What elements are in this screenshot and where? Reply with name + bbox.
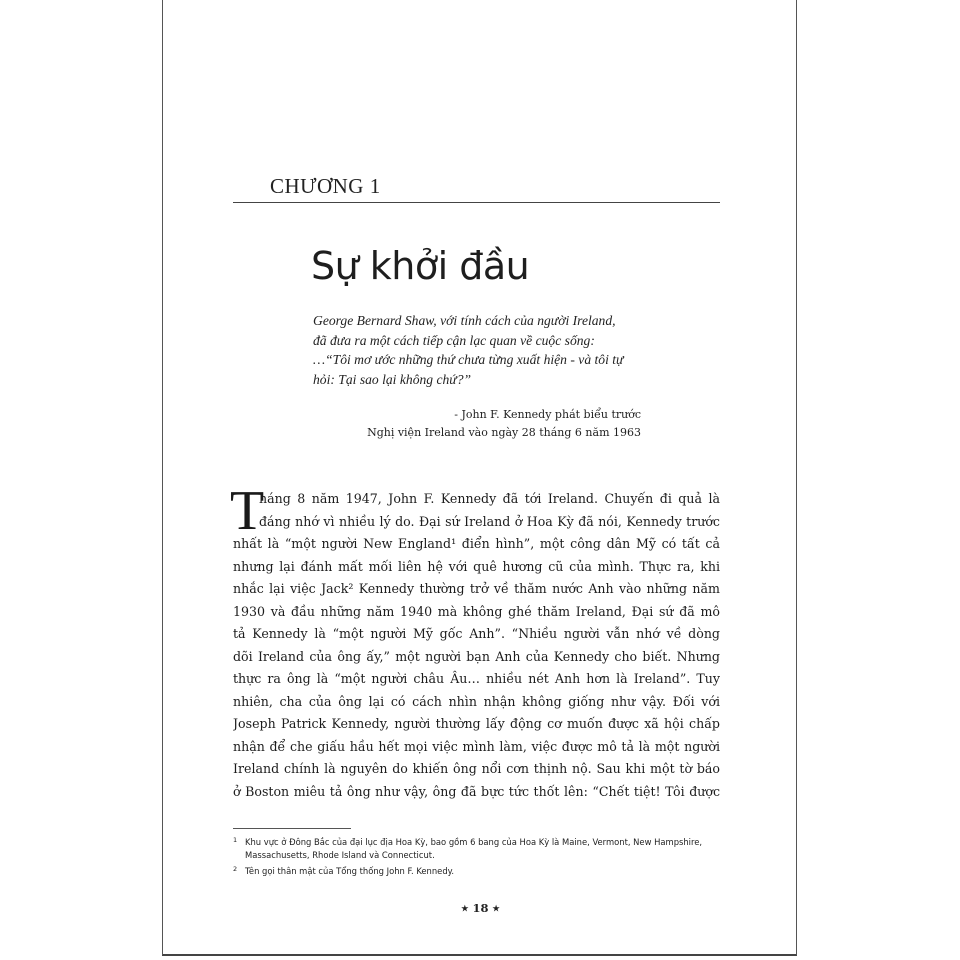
- book-page: [162, 0, 797, 956]
- epigraph-line: hỏi: Tại sao lại không chứ?”: [313, 371, 472, 387]
- footnote-line: Tên gọi thân mật của Tổng thống John F. Kennedy.: [245, 866, 455, 876]
- body-line: nhưng lại đánh mất mối liên hệ với quê hương cũ của mình. Thực ra, khi: [233, 558, 720, 574]
- footnote-line: Massachusetts, Rhode Island và Connecticut.: [245, 850, 435, 860]
- attribution-line: Nghị viện Ireland vào ngày 28 tháng 6 năm 1963: [367, 425, 641, 439]
- body-line: ở Boston miêu tả ông như vậy, ông đã bực tức thốt lên: “Chết tiệt! Tôi được: [233, 783, 720, 799]
- footnote-1: [233, 836, 720, 862]
- body-line: đáng nhớ vì nhiều lý do. Đại sứ Ireland ở Hoa Kỳ đã nói, Kennedy trước: [259, 513, 720, 529]
- attribution-line: - John F. Kennedy phát biểu trước: [454, 408, 641, 421]
- epigraph-quote: [313, 311, 641, 389]
- body-line: nhắc lại việc Jack² Kennedy thường trở về thăm nước Anh vào những năm: [233, 581, 720, 596]
- body-line: nhiên, cha của ông lại có cách nhìn nhận không giống như vậy. Đối với: [233, 693, 720, 709]
- epigraph-attribution: [313, 406, 641, 441]
- body-line: nhất là “một người New England¹ điển hình”, một công dân Mỹ có tất cả: [233, 536, 720, 551]
- body-line: dõi Ireland của ông ấy,” một người bạn Anh của Kennedy cho biết. Nhưng: [233, 648, 720, 664]
- body-text: [230, 480, 720, 803]
- body-line: nhận để che giấu hầu hết mọi việc mình làm, việc được mô tả là một người: [233, 738, 720, 754]
- drop-cap: T: [230, 480, 265, 542]
- footnotes: [233, 836, 720, 881]
- body-line: thực ra ông là “một người châu Âu… nhiều nét Anh hơn là Ireland”. Tuy: [233, 671, 720, 686]
- footnote-2: [233, 865, 720, 878]
- body-line: 1930 và đầu những năm 1940 mà không ghé thăm Ireland, Đại sứ đã mô: [233, 603, 720, 619]
- chapter-divider: [233, 202, 720, 203]
- footnote-number: 1: [233, 836, 238, 844]
- star-icon: ★: [461, 903, 469, 913]
- chapter-heading: CHƯƠNG 1: [270, 174, 381, 198]
- footnote-divider: [233, 828, 351, 829]
- page-number: [163, 901, 798, 915]
- body-line: Joseph Patrick Kennedy, người thường lấy động cơ muốn được xã hội chấp: [233, 716, 720, 731]
- footnote-line: Khu vực ở Đông Bắc của đại lục địa Hoa Kỳ, bao gồm 6 bang của Hoa Kỳ là Maine, Vermont, New Hampshire,: [245, 837, 703, 847]
- epigraph-line: …“Tôi mơ ước những thứ chưa từng xuất hiện - và tôi tự: [313, 352, 624, 368]
- epigraph-line: đã đưa ra một cách tiếp cận lạc quan về cuộc sống:: [313, 332, 595, 348]
- chapter-title: Sự khởi đầu: [311, 244, 530, 288]
- body-line: háng 8 năm 1947, John F. Kennedy đã tới Ireland. Chuyến đi quả là: [259, 491, 720, 506]
- epigraph-line: George Bernard Shaw, với tính cách của người Ireland,: [313, 313, 616, 328]
- body-line: Ireland chính là nguyên do khiến ông nổi cơn thịnh nộ. Sau khi một tờ báo: [233, 761, 720, 776]
- footnote-number: 2: [233, 865, 238, 873]
- body-line: tả Kennedy là “một người Mỹ gốc Anh”. “Nhiều người vẫn nhớ về dòng: [233, 626, 720, 641]
- page-number-value: 18: [472, 901, 489, 915]
- star-icon: ★: [492, 903, 500, 913]
